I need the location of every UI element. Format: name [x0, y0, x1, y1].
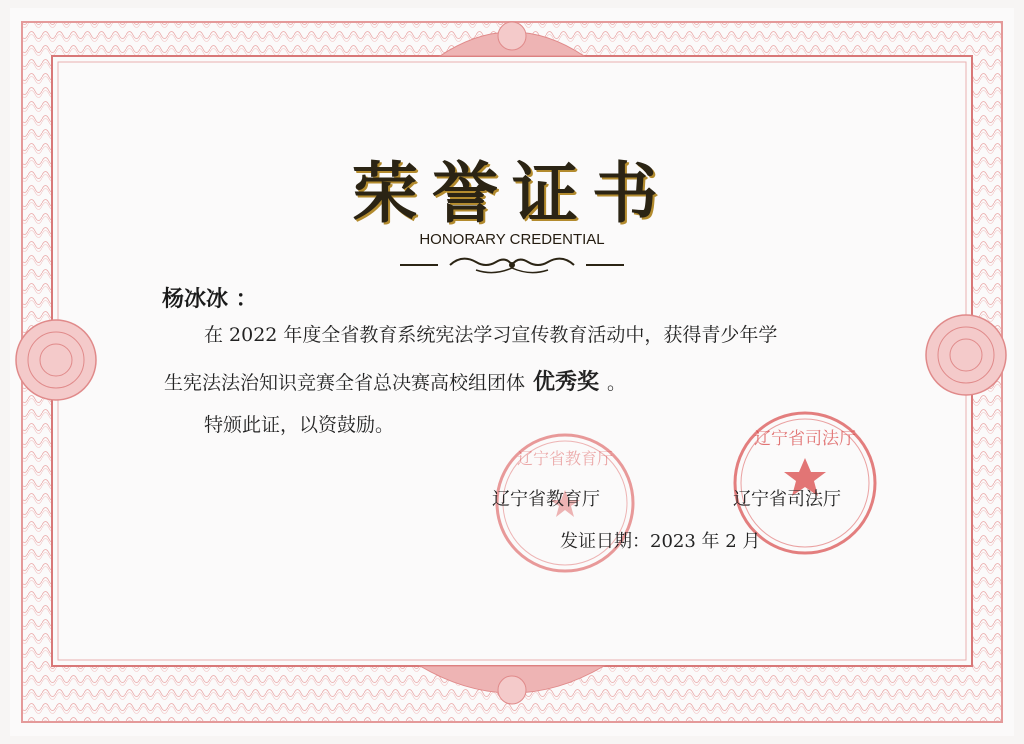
- left-rosette: [16, 320, 96, 400]
- right-rosette: [926, 315, 1006, 395]
- svg-text:辽宁省司法厅: 辽宁省司法厅: [754, 429, 856, 449]
- body-line-2-end: 。: [607, 372, 627, 394]
- scroll-ornament-icon: [390, 252, 634, 278]
- recipient-name: 杨冰冰 ：: [162, 287, 258, 312]
- issue-date: 发证日期：2023 年 2 月: [560, 531, 761, 552]
- svg-text:辽宁省教育厅: 辽宁省教育厅: [516, 449, 614, 468]
- certificate-title: 荣誉证书: [352, 154, 672, 232]
- issuer-justice-dept: 辽宁省司法厅: [733, 489, 841, 510]
- body-line-1: 在 2022 年度全省教育系统宪法学习宣传教育活动中，获得青少年学: [204, 324, 778, 346]
- body-line-2: [164, 365, 626, 396]
- award-name: 优秀奖: [533, 370, 600, 395]
- issuer-education-dept: 辽宁省教育厅: [492, 489, 600, 510]
- certificate-subtitle: HONORARY CREDENTIAL: [419, 231, 605, 248]
- body-line-2-text: 生宪法法治知识竞赛全省总决赛高校组团体: [164, 372, 526, 394]
- body-line-3: 特颁此证，以资鼓励。: [204, 414, 395, 436]
